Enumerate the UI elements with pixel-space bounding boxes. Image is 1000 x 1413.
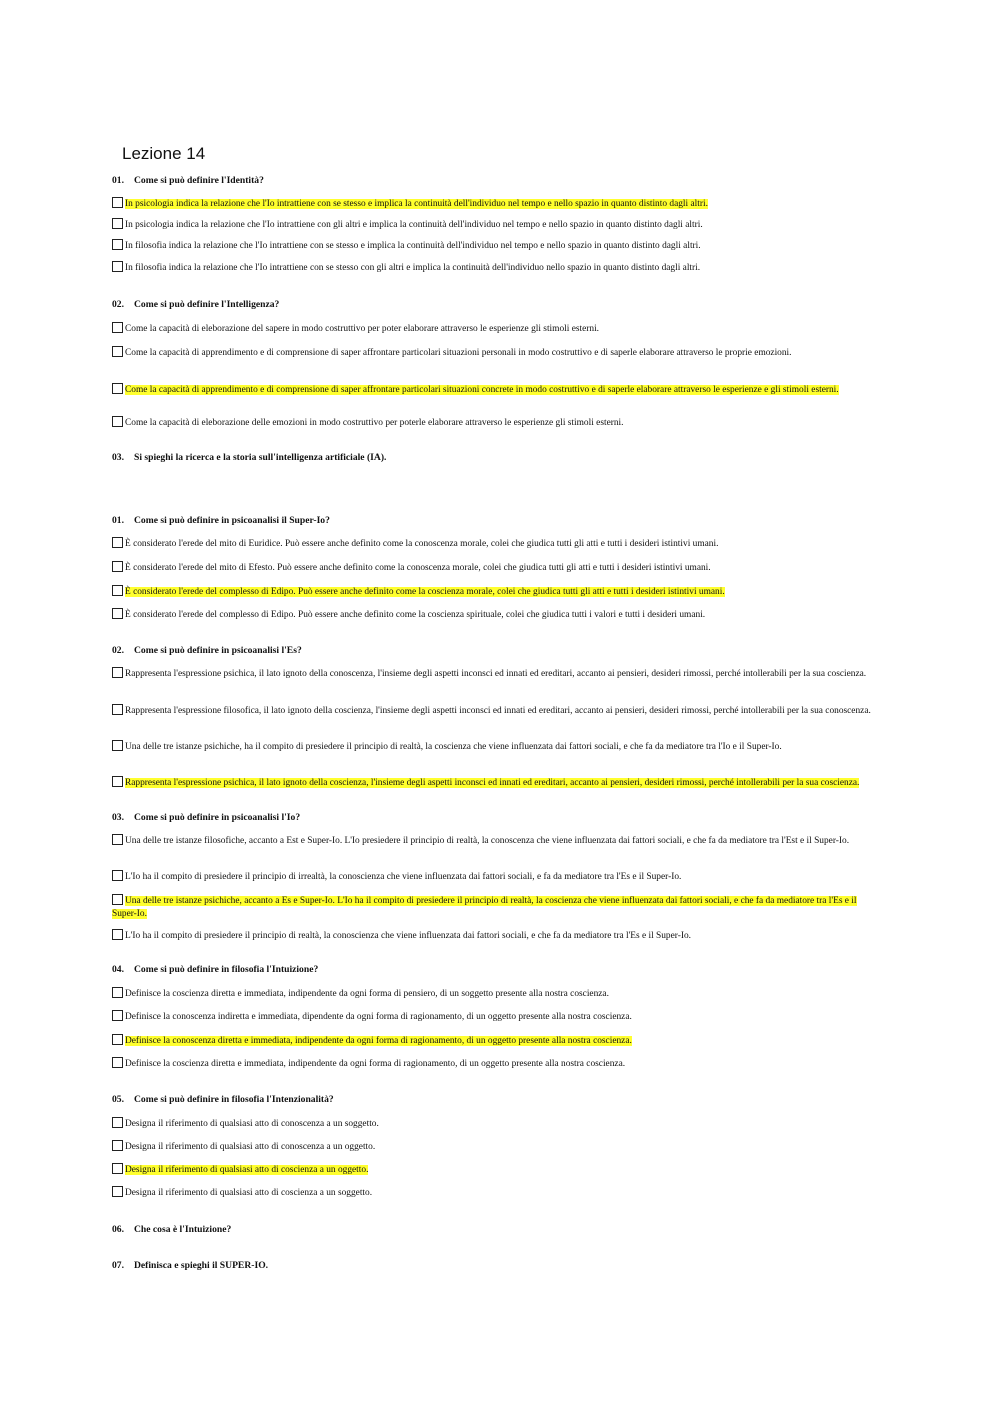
checkbox-icon[interactable] bbox=[112, 704, 123, 715]
answer-option[interactable]: In filosofia indica la relazione che l'Io intrattiene con se stesso e implica la continuità dell'individuo nel tempo e nello spazio in quanto distinto dagli altri. bbox=[112, 239, 882, 253]
checkbox-icon[interactable] bbox=[112, 608, 123, 619]
answer-option[interactable]: Designa il riferimento di qualsiasi atto di conoscenza a un soggetto. bbox=[112, 1117, 882, 1131]
answer-option[interactable]: L'Io ha il compito di presiedere il principio di realtà, la conoscienza che viene influenzata dai fattori sociali, e che fa da mediatore tra l'Es e il Super-Io. bbox=[112, 929, 882, 943]
question-title: 05. Come si può definire in filosofia l'Intenzionalità? bbox=[112, 1094, 334, 1105]
checkbox-icon[interactable] bbox=[112, 894, 123, 905]
answer-option[interactable]: Definisce la coscienza diretta e immediata, indipendente da ogni forma di ragionamento, di un oggetto presente alla nostra coscienza. bbox=[112, 1057, 882, 1071]
answer-option[interactable]: Designa il riferimento di qualsiasi atto di coscienza a un soggetto. bbox=[112, 1186, 882, 1200]
checkbox-icon[interactable] bbox=[112, 1034, 123, 1045]
question-title: 01. Come si può definire in psicoanalisi il Super-Io? bbox=[112, 515, 330, 526]
answer-option[interactable]: È considerato l'erede del complesso di Edipo. Può essere anche definito come la coscienza spirituale, colei che giudica tutti i valori e tutti i desideri umani. bbox=[112, 608, 882, 622]
checkbox-icon[interactable] bbox=[112, 987, 123, 998]
answer-option[interactable]: Designa il riferimento di qualsiasi atto di coscienza a un oggetto. bbox=[112, 1163, 882, 1177]
answer-option[interactable]: Definisce la conoscenza diretta e immediata, indipendente da ogni forma di ragionamento, di un oggetto presente alla nostra coscienza. bbox=[112, 1034, 882, 1048]
answer-option[interactable]: Definisce la conoscenza indiretta e immediata, dipendente da ogni forma di ragionamento, di un oggetto presente alla nostra coscienza. bbox=[112, 1010, 882, 1024]
checkbox-icon[interactable] bbox=[112, 740, 123, 751]
answer-option[interactable]: Una delle tre istanze psichiche, ha il compito di presiedere il principio di realtà, la coscienza che viene influenzata dai fattori sociali, e che fa da mediatore tra l'Io e il Super-Io. bbox=[112, 740, 882, 754]
answer-option[interactable]: Come la capacità di apprendimento e di comprensione di saper affrontare particolari situazioni personali in modo costruttivo e di saperle elaborare attraverso le proprie emozioni. bbox=[112, 346, 882, 360]
checkbox-icon[interactable] bbox=[112, 416, 123, 427]
checkbox-icon[interactable] bbox=[112, 218, 123, 229]
page-title: Lezione 14 bbox=[122, 144, 206, 163]
answer-option[interactable]: Come la capacità di eleborazione del sapere in modo costruttivo per poter elaborare attraverso le esperienze gli stimoli esterni. bbox=[112, 322, 882, 336]
checkbox-icon[interactable] bbox=[112, 667, 123, 678]
answer-option[interactable]: In filosofia indica la relazione che l'Io intrattiene con se stesso con gli altri e implica la continuità dell'individuo nello spazio in quanto distinto dagli altri. bbox=[112, 261, 882, 275]
checkbox-icon[interactable] bbox=[112, 197, 123, 208]
checkbox-icon[interactable] bbox=[112, 561, 123, 572]
question-title: 02. Come si può definire in psicoanalisi l'Es? bbox=[112, 645, 302, 656]
checkbox-icon[interactable] bbox=[112, 834, 123, 845]
answer-option[interactable]: Una delle tre istanze psichiche, accanto a Es e Super-Io. L'Io ha il compito di presiedere il principio di realtà, la coscienza che viene influenzata dai fattori sociali, e che fa da mediatore tra l'Es e il Super-Io. bbox=[112, 896, 857, 919]
checkbox-icon[interactable] bbox=[112, 239, 123, 250]
answer-option[interactable]: Come la capacità di apprendimento e di comprensione di saper affrontare particolari situazioni concrete in modo costruttivo e di saperle elaborare attraverso le esperienze e gli stimoli esterni. bbox=[112, 383, 882, 397]
answer-option[interactable]: È considerato l'erede del mito di Euridice. Può essere anche definito come la conoscenza morale, colei che giudica tutti gli atti e tutti i desideri istintivi umani. bbox=[112, 537, 882, 551]
question-title: 02. Come si può definire l'Intelligenza? bbox=[112, 299, 280, 310]
question-title: 06. Che cosa è l'Intuizione? bbox=[112, 1224, 232, 1235]
question-title: 01. Come si può definire l'Identità? bbox=[112, 175, 264, 186]
checkbox-icon[interactable] bbox=[112, 1010, 123, 1021]
checkbox-icon[interactable] bbox=[112, 776, 123, 787]
checkbox-icon[interactable] bbox=[112, 585, 123, 596]
checkbox-icon[interactable] bbox=[112, 1140, 123, 1151]
answer-option[interactable]: Rappresenta l'espressione filosofica, il lato ignoto della coscienza, l'insieme degli aspetti inconsci ed innati ed ereditari, accanto ai pensieri, desideri rimossi, perché intollerabili per la sua conoscenza. bbox=[112, 704, 882, 718]
answer-option[interactable]: Una delle tre istanze filosofiche, accanto a Est e Super-Io. L'Io presiedere il principio di realtà, la conoscenza che viene influenzata dai fattori sociali, e che fa da mediatore tra l'Est e il Super-Io. bbox=[112, 834, 882, 848]
answer-option[interactable]: Come la capacità di eleborazione delle emozioni in modo costruttivo per poterle elaborare attraverso le esperienze gli stimoli esterni. bbox=[112, 416, 882, 430]
checkbox-icon[interactable] bbox=[112, 1117, 123, 1128]
checkbox-icon[interactable] bbox=[112, 346, 123, 357]
checkbox-icon[interactable] bbox=[112, 929, 123, 940]
question-title: 03. Come si può definire in psicoanalisi l'Io? bbox=[112, 812, 301, 823]
answer-option[interactable]: L'Io ha il compito di presiedere il principio di irrealtà, la conoscienza che viene influenzata dai fattori sociali, e fa da mediatore tra l'Es e il Super-Io. bbox=[112, 870, 882, 884]
checkbox-icon[interactable] bbox=[112, 1163, 123, 1174]
question-title: 03. Si spieghi la ricerca e la storia sull'intelligenza artificiale (IA). bbox=[112, 452, 387, 463]
question-title: 04. Come si può definire in filosofia l'Intuizione? bbox=[112, 964, 319, 975]
question-title: 07. Definisca e spieghi il SUPER-IO. bbox=[112, 1260, 269, 1271]
checkbox-icon[interactable] bbox=[112, 1057, 123, 1068]
checkbox-icon[interactable] bbox=[112, 261, 123, 272]
checkbox-icon[interactable] bbox=[112, 322, 123, 333]
answer-option[interactable]: È considerato l'erede del complesso di Edipo. Può essere anche definito come la coscienza morale, colei che giudica tutti gli atti e tutti i desideri istintivi umani. bbox=[112, 585, 882, 599]
answer-option[interactable]: Rappresenta l'espressione psichica, il lato ignoto della conoscenza, l'insieme degli aspetti inconsci ed innati ed ereditari, accanto ai pensieri, desideri rimossi, perché intollerabili per la sua coscienza. bbox=[112, 667, 882, 681]
answer-option[interactable]: Designa il riferimento di qualsiasi atto di conoscenza a un oggetto. bbox=[112, 1140, 882, 1154]
answer-option[interactable]: In psicologia indica la relazione che l'Io intrattiene con se stesso e implica la continuità dell'individuo nel tempo e nello spazio in quanto distinto dagli altri. bbox=[112, 197, 882, 211]
checkbox-icon[interactable] bbox=[112, 1186, 123, 1197]
answer-option[interactable]: Definisce la coscienza diretta e immediata, indipendente da ogni forma di pensiero, di un soggetto presente alla nostra coscienza. bbox=[112, 987, 882, 1001]
answer-option[interactable]: In psicologia indica la relazione che l'Io intrattiene con gli altri e implica la continuità dell'individuo nel tempo e nello spazio in quanto distinto dagli altri. bbox=[112, 218, 882, 232]
checkbox-icon[interactable] bbox=[112, 870, 123, 881]
checkbox-icon[interactable] bbox=[112, 537, 123, 548]
checkbox-icon[interactable] bbox=[112, 383, 123, 394]
answer-option[interactable]: Rappresenta l'espressione psichica, il lato ignoto della coscienza, l'insieme degli aspetti inconsci ed innati ed ereditari, accanto ai pensieri, desideri rimossi, perché intollerabili per la sua coscienza. bbox=[112, 776, 882, 790]
answer-option[interactable]: È considerato l'erede del mito di Efesto. Può essere anche definito come la conoscenza morale, colei che giudica tutti gli atti e tutti i desideri istintivi umani. bbox=[112, 561, 882, 575]
